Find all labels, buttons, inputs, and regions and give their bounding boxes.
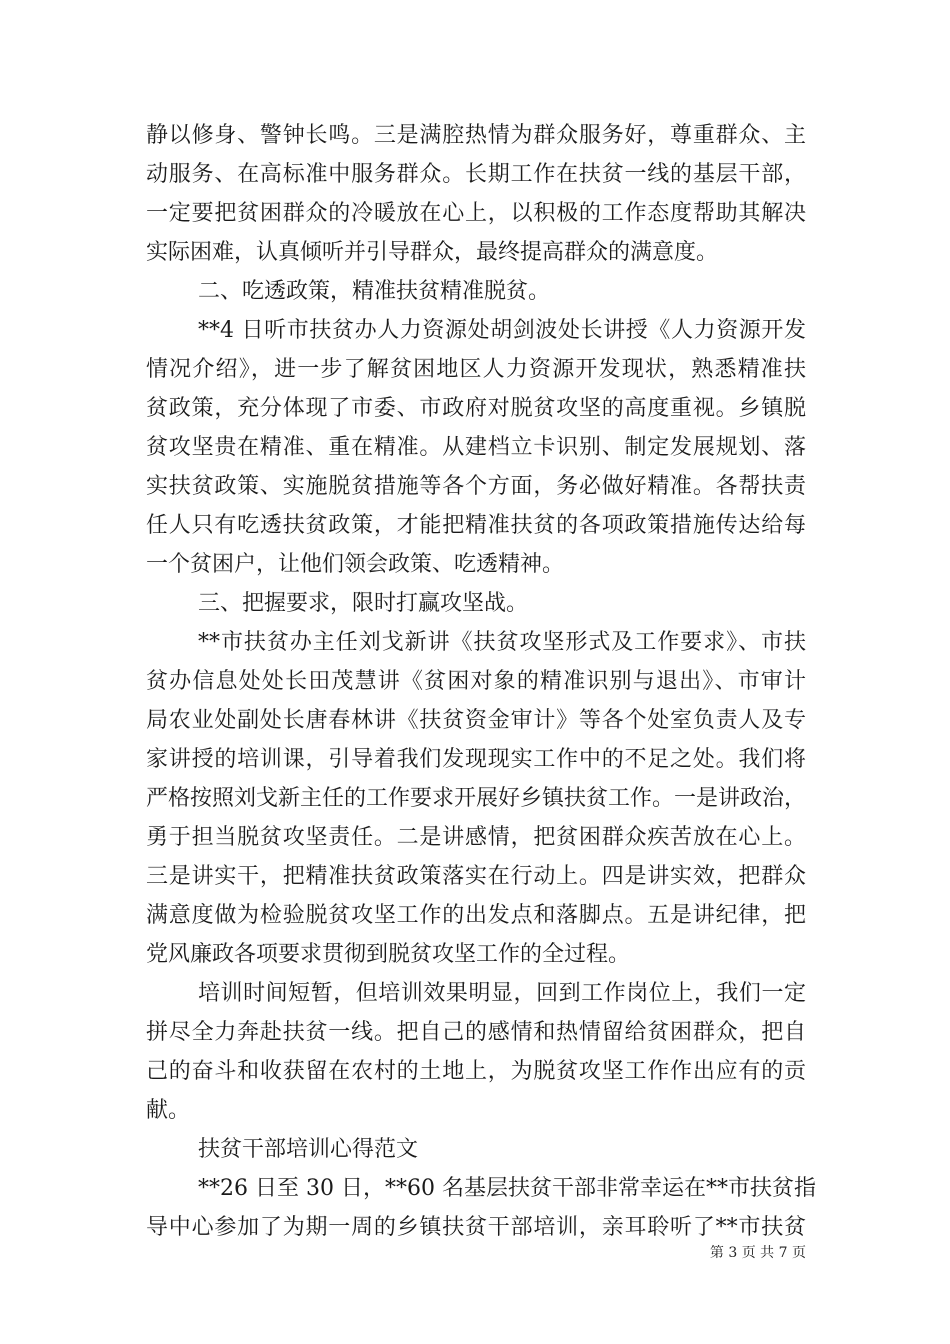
text-line: 家讲授的培训课，引导着我们发现现实工作中的不足之处。我们将 (146, 747, 806, 772)
text-line: 献。 (146, 1098, 191, 1123)
text-line: 贫政策，充分体现了市委、市政府对脱贫攻坚的高度重视。乡镇脱 (146, 396, 806, 421)
text-line: 一定要把贫困群众的冷暖放在心上，以积极的工作态度帮助其解决 (146, 201, 806, 226)
text-line: 实际困难，认真倾听并引导群众，最终提高群众的满意度。 (146, 240, 719, 265)
text-line: 情况介绍》，进一步了解贫困地区人力资源开发现状，熟悉精准扶 (146, 357, 806, 382)
text-line: 任人只有吃透扶贫政策，才能把精准扶贫的各项政策措施传达给每 (146, 513, 806, 538)
text-line: 动服务、在高标准中服务群众。长期工作在扶贫一线的基层干部， (146, 162, 806, 187)
page-number: 第 3 页 共 7 页 (709, 1245, 806, 1261)
document-body (146, 116, 816, 1247)
text-line: 勇于担当脱贫攻坚责任。二是讲感情，把贫困群众疾苦放在心上。 (146, 825, 806, 850)
article-title: 扶贫干部培训心得范文 (198, 1137, 419, 1162)
text-line: 培训时间短暂，但培训效果明显，回到工作岗位上，我们一定 (198, 981, 806, 1006)
text-line: 己的奋斗和收获留在农村的土地上，为脱贫攻坚工作作出应有的贡 (146, 1059, 806, 1084)
section-heading: 三、把握要求，限时打赢攻坚战。 (198, 591, 529, 616)
text-line: 静以修身、警钟长鸣。三是满腔热情为群众服务好，尊重群众、主 (146, 123, 806, 148)
text-line: 一个贫困户，让他们领会政策、吃透精神。 (146, 552, 565, 577)
text-line: 党风廉政各项要求贯彻到脱贫攻坚工作的全过程。 (146, 942, 631, 967)
text-line: 严格按照刘戈新主任的工作要求开展好乡镇扶贫工作。一是讲政治， (146, 786, 807, 811)
text-line: 贫办信息处处长田茂慧讲《贫困对象的精准识别与退出》、市审计 (146, 669, 806, 694)
text-line: 局农业处副处长唐春林讲《扶贫资金审计》等各个处室负责人及专 (146, 708, 806, 733)
text-line: 三是讲实干，把精准扶贫政策落实在行动上。四是讲实效，把群众 (146, 864, 806, 889)
text-line: **26 日至 30 日，**60 名基层扶贫干部非常幸运在**市扶贫指 (198, 1176, 816, 1201)
text-line: **市扶贫办主任刘戈新讲《扶贫攻坚形式及工作要求》、市扶 (198, 630, 806, 655)
text-line: 拼尽全力奔赴扶贫一线。把自己的感情和热情留给贫困群众，把自 (146, 1020, 806, 1045)
text-line: 实扶贫政策、实施脱贫措施等各个方面，务必做好精准。各帮扶责 (146, 474, 806, 499)
text-line: 贫攻坚贵在精准、重在精准。从建档立卡识别、制定发展规划、落 (146, 435, 806, 460)
text-line: 满意度做为检验脱贫攻坚工作的出发点和落脚点。五是讲纪律，把 (146, 903, 806, 928)
text-line: 导中心参加了为期一周的乡镇扶贫干部培训，亲耳聆听了**市扶贫 (146, 1215, 806, 1240)
text-line: **4 日听市扶贫办人力资源处胡剑波处长讲授《人力资源开发 (198, 318, 806, 343)
section-heading: 二、吃透政策，精准扶贫精准脱贫。 (198, 279, 551, 304)
